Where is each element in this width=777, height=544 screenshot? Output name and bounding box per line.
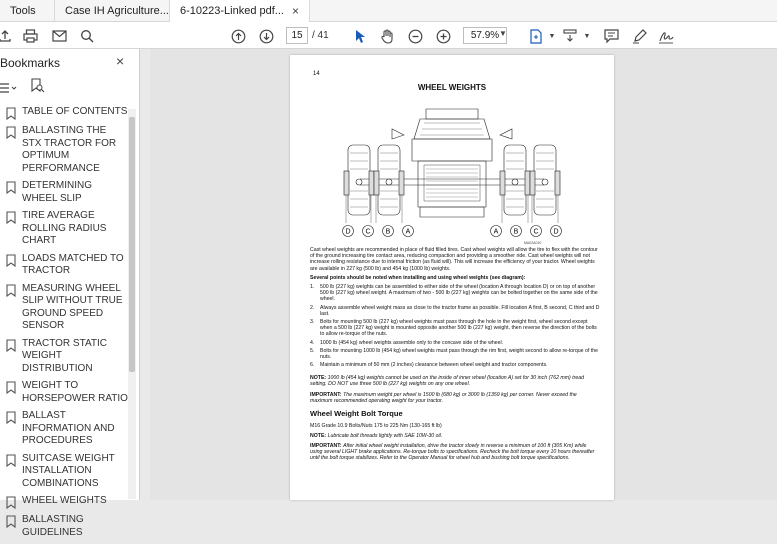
page-number-input[interactable]: 15 (286, 27, 308, 44)
bookmark-item[interactable]: TIRE AVERAGE ROLLING RADIUS CHART (0, 210, 128, 248)
list-item: 4. 1000 lb (454 kg) wheel weights assemble only to the concave side of the wheel. (310, 339, 504, 346)
diagram-label: D (345, 228, 351, 236)
list-item: 2. Always assemble wheel weight mass as close to the tractor frame as possible. Fill location A first, B second, C third and D last. (310, 304, 600, 317)
list-item: 6. Maintain a minimum of 50 mm (2 inches) clearance between wheel weight and tractor components. (310, 362, 548, 369)
options-menu-icon[interactable] (0, 81, 18, 99)
intro-paragraph: Cast wheel weights are recommended in place of fluid filled tires. Cast wheel weights will allow the tire to flex with the contour of the ground increasing tire contact area, reducing compaction and providing a smoother ride. Cast wheel weights will not increase rolling resistance due to internal friction (as fluid will). This will increase the efficiency of your tractor. Wheel weights are available in 227 kg (500 lb) and 454 kg (1000 lb) weights. (310, 247, 598, 272)
find-bookmark-icon[interactable] (30, 78, 45, 99)
wheel-weights-diagram (340, 105, 564, 241)
bookmark-item[interactable]: WEIGHT TO HORSEPOWER RATIO (0, 380, 128, 405)
tab-tools[interactable]: Tools (0, 0, 55, 22)
bookmark-icon (6, 211, 16, 224)
comment-icon[interactable] (602, 27, 620, 45)
important-1: IMPORTANT: The maximum weight per wheel is 1500 lb (680 kg) or 3000 lb (1359 kg) per corner. Never exceed the maximum recommended operating weight for your tractor. (310, 392, 577, 405)
note-2: NOTE: Lubricate bolt threads lightly with SAE 10W-30 oil. (310, 433, 443, 439)
bookmark-icon (6, 515, 16, 528)
bookmark-icon (6, 181, 16, 194)
bookmark-item[interactable]: BALLASTING THE STX TRACTOR FOR OPTIMUM PERFORMANCE (0, 125, 128, 175)
zoom-level-input[interactable]: 57.9% (463, 27, 507, 44)
diagram-label: B (385, 228, 391, 236)
diagram-label: C (365, 228, 371, 236)
bookmarks-title: Bookmarks (0, 56, 61, 70)
diagram-label: C (533, 228, 539, 236)
chevron-down-icon[interactable]: ▼ (499, 29, 507, 38)
bookmark-icon (6, 284, 16, 297)
important-2: IMPORTANT: After initial wheel weight installation, drive the tractor slowly in reverse a minimum of 100 ft (305 Km) while using several LIGHT brake applications. Re-torque bolts to specifications. Recheck the bolt torque every 10 hours thereafter until the bolt torque stabilizes. Refer to the Operator Manual for wheel hub and bushing bolt torque specifications. (310, 443, 595, 462)
diagram-label: B (513, 228, 519, 236)
points-heading: Several points should be noted when installing and using wheel weights (see diagram): (310, 275, 526, 281)
toolbar (0, 22, 777, 49)
bookmark-icon (6, 126, 16, 139)
select-cursor-icon[interactable] (351, 27, 369, 45)
bookmark-item[interactable]: LOADS MATCHED TO TRACTOR (0, 253, 128, 278)
bookmarks-panel (0, 49, 140, 538)
upload-icon[interactable] (0, 27, 14, 45)
diagram-label: A (405, 228, 411, 236)
sign-icon[interactable] (657, 27, 675, 45)
close-panel-icon[interactable]: × (116, 53, 125, 69)
pdf-page (290, 55, 614, 500)
bookmark-item[interactable]: WHEEL WEIGHTS (0, 495, 128, 509)
previous-page-icon[interactable] (229, 27, 247, 45)
bookmark-icon (6, 254, 16, 267)
tab-bar (0, 0, 777, 22)
bookmark-icon (6, 496, 16, 509)
bookmark-item[interactable]: DETERMINING WHEEL SLIP (0, 180, 128, 205)
next-page-icon[interactable] (257, 27, 275, 45)
list-item: 1. 500 lb (227 kg) weights can be assembled to either side of the wheel (location A through location D) or on top of another 500 lb (227 kg) wheel weight. A maximum of two - 500 lb (227 kg) weights can be bolted together on the same side of the wheel. (310, 284, 598, 303)
note-1: NOTE: 1000 lb (454 kg) weights cannot be used on the inside of inner wheel (location A) set for 30 inch (762 mm) tread setting. DO NOT use three 500 lb (227 kg) weights on any one wheel. (310, 375, 585, 388)
tab-document-2[interactable]: 6-10223-Linked pdf... × (170, 0, 310, 22)
bookmarks-list (0, 106, 128, 544)
zoom-out-icon[interactable] (406, 27, 424, 45)
bookmark-item[interactable]: SUITCASE WEIGHT INSTALLATION COMBINATIONS (0, 453, 128, 491)
search-icon[interactable] (78, 27, 96, 45)
bookmarks-tools (0, 77, 140, 99)
bookmark-item[interactable]: TABLE OF CONTENTS (0, 106, 128, 120)
bookmarks-scrollbar[interactable] (128, 109, 136, 499)
bookmark-icon (6, 107, 16, 120)
bookmark-item[interactable]: TRACTOR STATIC WEIGHT DISTRIBUTION (0, 338, 128, 376)
bookmark-icon (6, 339, 16, 352)
points-list (310, 284, 600, 370)
print-icon[interactable] (21, 27, 39, 45)
section-title: Wheel Weight Bolt Torque (310, 409, 403, 418)
bookmark-icon (6, 381, 16, 394)
email-icon[interactable] (50, 27, 68, 45)
hand-tool-icon[interactable] (378, 27, 396, 45)
bookmark-icon (6, 454, 16, 467)
figure-code: MA02A010 (524, 241, 542, 245)
list-item: 5. Bolts for mounting 1000 lb (454 kg) wheel weights must pass through the rim first, weight second to allow re-torque of the nuts. (310, 347, 598, 361)
close-tab-icon[interactable]: × (291, 4, 299, 18)
bookmarks-header (0, 49, 140, 75)
diagram-label: A (493, 228, 499, 236)
scroll-mode-icon[interactable] (561, 27, 579, 45)
torque-spec: M16 Grade 10.9 Bolts/Nuts 175 to 225 Nm (130-165 ft lb) (310, 423, 442, 429)
zoom-in-icon[interactable] (434, 27, 452, 45)
chevron-down-icon[interactable]: ▼ (583, 32, 591, 40)
list-item: 3. Bolts for mounting 500 lb (227 kg) wheel weights must pass through the hole in the weight first, wheel second except when a 500 lb (227 kg) weight is mounted opposite another 500 lb (227 kg) weight, then reverse the direction of the bolts to allow re-torque of the nuts. (310, 319, 597, 338)
document-viewer[interactable] (150, 49, 777, 500)
chevron-down-icon[interactable]: ▼ (548, 32, 556, 40)
bookmark-item[interactable]: BALLAST INFORMATION AND PROCEDURES (0, 410, 128, 448)
page-title: WHEEL WEIGHTS (417, 83, 487, 92)
diagram-label: D (553, 228, 559, 236)
bookmark-icon (6, 411, 16, 424)
page-total: / 41 (312, 30, 329, 41)
bookmark-item[interactable]: MEASURING WHEEL SLIP WITHOUT TRUE GROUND SPEED SENSOR (0, 283, 128, 333)
pen-icon[interactable] (630, 27, 648, 45)
tab-document-1[interactable]: Case IH Agriculture... (55, 0, 170, 22)
scrollbar-thumb[interactable] (129, 117, 135, 372)
bookmark-item[interactable]: BALLASTING GUIDELINES (0, 514, 128, 539)
location-labels (343, 226, 562, 237)
page-number-label: 14 (313, 71, 320, 77)
